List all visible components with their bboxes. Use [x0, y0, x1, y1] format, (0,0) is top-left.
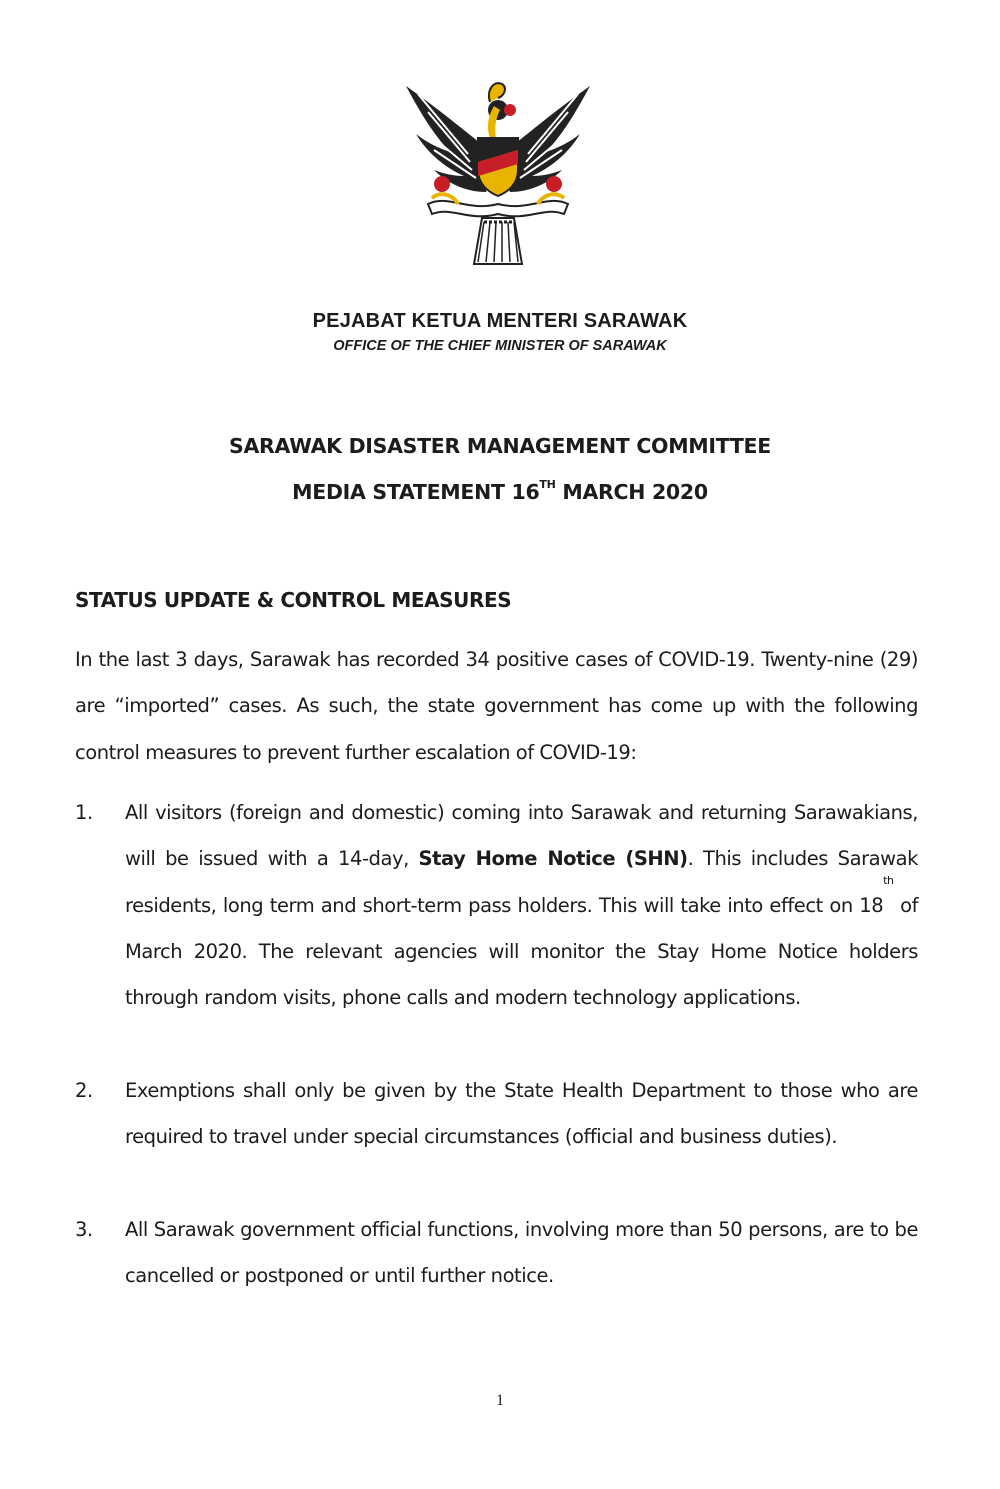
media-statement-title [0, 480, 1000, 504]
sarawak-coat-of-arms-icon [398, 72, 598, 272]
list-item [75, 1068, 918, 1161]
list-item-text-part: All visitors (foreign and domestic) coming into Sarawak and returning Sarawakians, will be issued with a 14-day, [125, 801, 918, 871]
list-item-number: 1. [75, 801, 93, 824]
committee-title: SARAWAK DISASTER MANAGEMENT COMMITTEE [229, 434, 771, 458]
list-item-text-part: of March 2020. The relevant agencies will monitor the Stay Home Notice holders through random visits, phone calls and modern technology applications. [125, 893, 918, 1010]
list-item-text: Exemptions shall only be given by the State Health Department to those who are required to travel under special circumstances (official and business duties). [125, 1079, 918, 1149]
office-name-malay: PEJABAT KETUA MENTERI SARAWAK [312, 310, 688, 332]
stay-home-notice-term: Stay Home Notice (SHN) [418, 847, 688, 871]
list-item [75, 1207, 918, 1300]
statement-prefix: MEDIA STATEMENT 16 [292, 480, 540, 504]
list-item-text [125, 790, 918, 1021]
list-item-number: 3. [75, 1218, 93, 1241]
list-item-text: All Sarawak government official functions, involving more than 50 persons, are to be cancelled or postponed or until further notice. [125, 1218, 918, 1288]
list-item-text-part: . This includes Sarawak residents, long term and short-term pass holders. This will take into effect on 18 [125, 847, 918, 917]
office-name-english: OFFICE OF THE CHIEF MINISTER OF SARAWAK [333, 338, 667, 354]
intro-paragraph: In the last 3 days, Sarawak has recorded 34 positive cases of COVID-19. Twenty-nine (29) are “imported” cases. As such, the state government has come up with the following control measures to prevent further escalation of COVID-19: [75, 648, 918, 764]
statement-date-suffix: TH [539, 478, 556, 491]
list-item-number: 2. [75, 1079, 93, 1102]
statement-suffix: MARCH 2020 [555, 480, 708, 504]
section-heading: STATUS UPDATE & CONTROL MEASURES [75, 588, 512, 612]
list-item [75, 790, 918, 1021]
page-number: 1 [496, 1392, 504, 1409]
ordinal-suffix: th [883, 873, 894, 887]
